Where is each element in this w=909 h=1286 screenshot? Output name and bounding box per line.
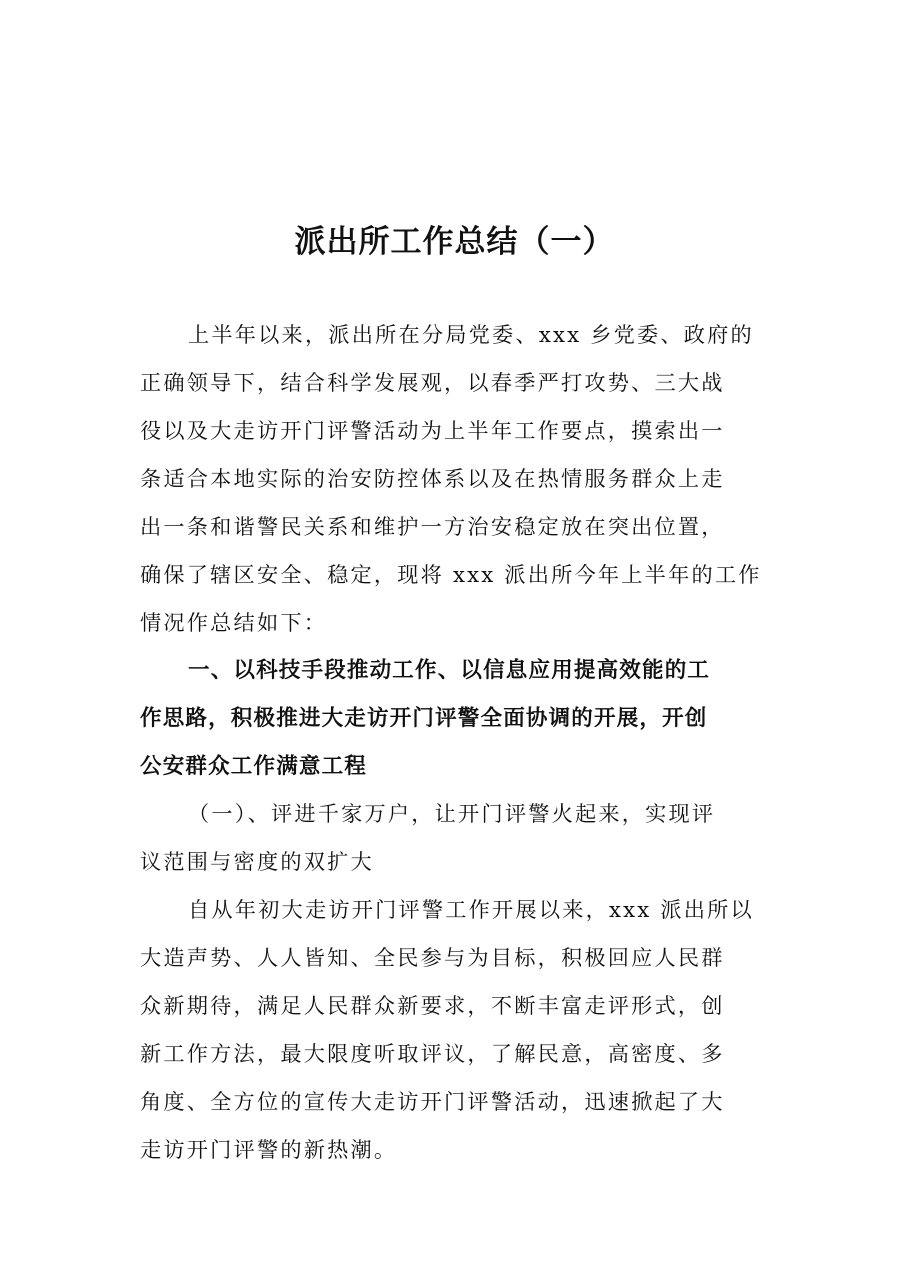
intro-line: 确保了辖区安全、稳定，现将 xxx 派出所今年上半年的工作 <box>140 562 762 587</box>
body-line: 众新期待，满足人民群众新要求，不断丰富走评形式，创 <box>140 993 725 1018</box>
intro-line: 上半年以来，派出所在分局党委、xxx 乡党委、政府的 <box>188 322 754 347</box>
intro-line: 正确领导下，结合科学发展观，以春季严打攻势、三大战 <box>140 370 725 395</box>
body-line: 角度、全方位的宣传大走访开门评警活动，迅速掀起了大 <box>140 1089 725 1114</box>
section-heading-line: 一、以科技手段推动工作、以信息应用提高效能的工 <box>188 658 711 683</box>
intro-line: 情况作总结如下： <box>140 610 328 635</box>
body-line: 走访开门评警的新热潮。 <box>140 1137 398 1162</box>
body-line: 大造声势、人人皆知、全民参与为目标，积极回应人民群 <box>140 945 725 970</box>
body-line: 新工作方法，最大限度听取评议，了解民意，高密度、多 <box>140 1041 725 1066</box>
document-title: 派出所工作总结（一） <box>294 224 615 260</box>
section-heading-line: 作思路，积极推进大走访开门评警全面协调的开展，开创 <box>140 706 708 731</box>
intro-line: 出一条和谐警民关系和维护一方治安稳定放在突出位置， <box>140 514 725 539</box>
body-line: 自从年初大走访开门评警工作开展以来，xxx 派出所以 <box>188 897 754 922</box>
intro-line: 役以及大走访开门评警活动为上半年工作要点，摸索出一 <box>140 418 725 443</box>
subsection-heading-line: （一）、评进千家万户，让开门评警火起来，实现评 <box>188 801 716 826</box>
intro-line: 条适合本地实际的治安防控体系以及在热情服务群众上走 <box>140 466 725 491</box>
subsection-heading-line: 议范围与密度的双扩大 <box>140 849 374 874</box>
section-heading-line: 公安群众工作满意工程 <box>140 754 368 779</box>
